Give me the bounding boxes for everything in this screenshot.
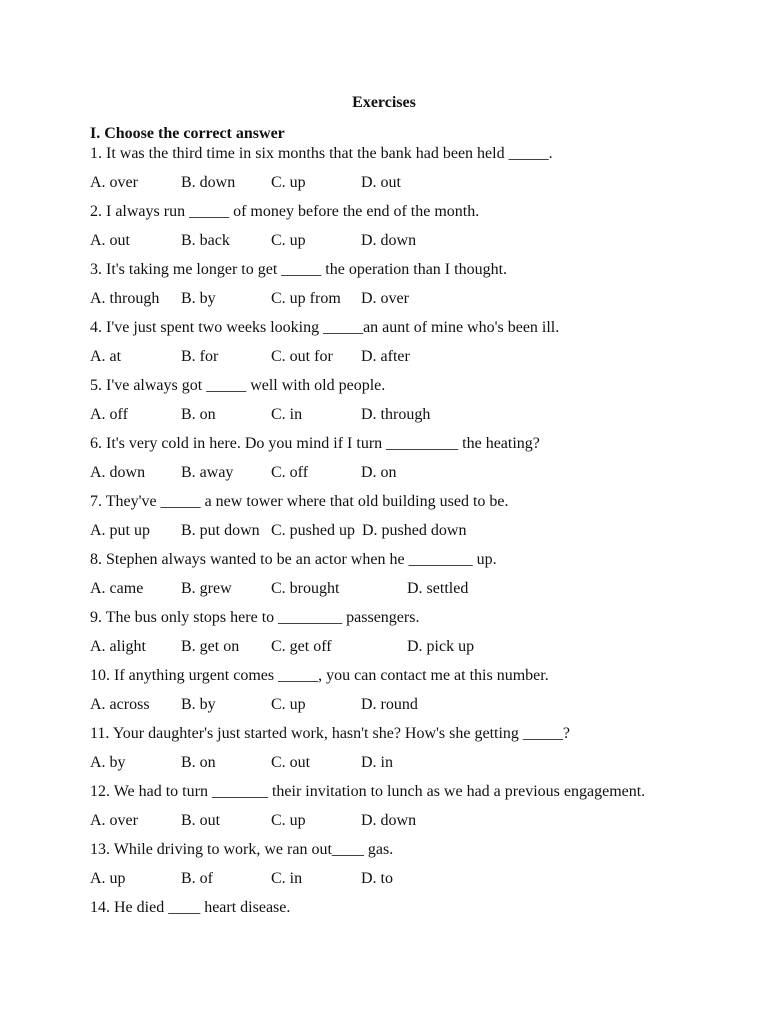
question-stem: 11. Your daughter's just started work, hasn't she? How's she getting _____? [90, 725, 570, 742]
option-c: C. up [271, 812, 306, 829]
option-d: D. on [361, 464, 397, 481]
option-c: C. up [271, 232, 306, 249]
question-stem: 7. They've _____ a new tower where that old building used to be. [90, 493, 509, 510]
question-8 [90, 550, 730, 608]
option-a: A. put up [90, 522, 150, 539]
answer-options [90, 753, 730, 782]
question-stem: 13. While driving to work, we ran out____ gas. [90, 841, 394, 858]
option-a: A. through [90, 290, 160, 307]
question-1 [90, 144, 730, 202]
option-a: A. off [90, 406, 128, 423]
question-stem: 4. I've just spent two weeks looking _____an aunt of mine who's been ill. [90, 319, 560, 336]
answer-options [90, 289, 730, 318]
option-b: B. by [181, 696, 216, 713]
option-d: D. pick up [407, 638, 475, 655]
question-12 [90, 782, 730, 840]
option-c: C. get off [271, 638, 332, 655]
option-d: D. after [361, 348, 410, 365]
option-d: D. over [361, 290, 409, 307]
option-a: A. at [90, 348, 122, 365]
option-d: D. through [361, 406, 431, 423]
option-d: D. pushed down [362, 522, 467, 539]
option-b: B. of [181, 870, 213, 887]
question-stem: 12. We had to turn _______ their invitation to lunch as we had a previous engagement. [90, 783, 646, 800]
answer-options [90, 347, 730, 376]
question-9 [90, 608, 730, 666]
option-d: D. down [361, 812, 417, 829]
question-14 [90, 898, 730, 956]
option-a: A. up [90, 870, 126, 887]
option-d: D. in [361, 754, 393, 771]
question-3 [90, 260, 730, 318]
question-stem: 10. If anything urgent comes _____, you can contact me at this number. [90, 667, 549, 684]
option-a: A. over [90, 174, 138, 191]
option-c: C. in [271, 406, 303, 423]
question-10 [90, 666, 730, 724]
answer-options [90, 811, 730, 840]
question-stem: 9. The bus only stops here to ________ passengers. [90, 609, 420, 626]
answer-options [90, 173, 730, 202]
option-a: A. by [90, 754, 126, 771]
answer-options [90, 869, 730, 898]
answer-options [90, 695, 730, 724]
question-list [90, 144, 730, 956]
option-c: C. brought [271, 580, 340, 597]
option-c: C. up from [271, 290, 341, 307]
option-b: B. get on [181, 638, 240, 655]
option-b: B. grew [181, 580, 232, 597]
option-d: D. out [361, 174, 401, 191]
option-a: A. alight [90, 638, 146, 655]
answer-options [90, 521, 730, 550]
question-stem: 3. It's taking me longer to get _____ the operation than I thought. [90, 261, 508, 278]
option-c: C. in [271, 870, 303, 887]
question-13 [90, 840, 730, 898]
option-d: D. to [361, 870, 393, 887]
answer-options [90, 231, 730, 260]
option-b: B. away [181, 464, 234, 481]
option-b: B. put down [181, 522, 260, 539]
option-a: A. over [90, 812, 138, 829]
option-c: C. pushed up [271, 522, 355, 539]
answer-options [90, 637, 730, 666]
option-c: C. off [271, 464, 309, 481]
option-d: D. down [361, 232, 417, 249]
option-a: A. down [90, 464, 146, 481]
option-b: B. on [181, 754, 216, 771]
option-b: B. on [181, 406, 216, 423]
option-c: C. out [271, 754, 311, 771]
question-stem: 1. It was the third time in six months that the bank had been held _____. [90, 145, 553, 162]
page-title: Exercises [352, 94, 416, 111]
option-c: C. up [271, 696, 306, 713]
section-heading: I. Choose the correct answer [90, 125, 285, 142]
option-c: C. out for [271, 348, 333, 365]
question-stem: 14. He died ____ heart disease. [90, 899, 291, 916]
option-d: D. settled [407, 580, 469, 597]
answer-options [90, 463, 730, 492]
answer-options [90, 579, 730, 608]
option-b: B. back [181, 232, 230, 249]
option-b: B. for [181, 348, 219, 365]
option-c: C. up [271, 174, 306, 191]
question-stem: 6. It's very cold in here. Do you mind if I turn _________ the heating? [90, 435, 540, 452]
option-b: B. out [181, 812, 221, 829]
question-5 [90, 376, 730, 434]
option-a: A. out [90, 232, 130, 249]
answer-options [90, 405, 730, 434]
option-a: A. across [90, 696, 150, 713]
question-2 [90, 202, 730, 260]
question-4 [90, 318, 730, 376]
option-b: B. down [181, 174, 236, 191]
question-stem: 5. I've always got _____ well with old people. [90, 377, 386, 394]
question-6 [90, 434, 730, 492]
question-7 [90, 492, 730, 550]
option-b: B. by [181, 290, 216, 307]
option-a: A. came [90, 580, 144, 597]
question-11 [90, 724, 730, 782]
question-stem: 2. I always run _____ of money before the end of the month. [90, 203, 480, 220]
question-stem: 8. Stephen always wanted to be an actor when he ________ up. [90, 551, 497, 568]
option-d: D. round [361, 696, 418, 713]
